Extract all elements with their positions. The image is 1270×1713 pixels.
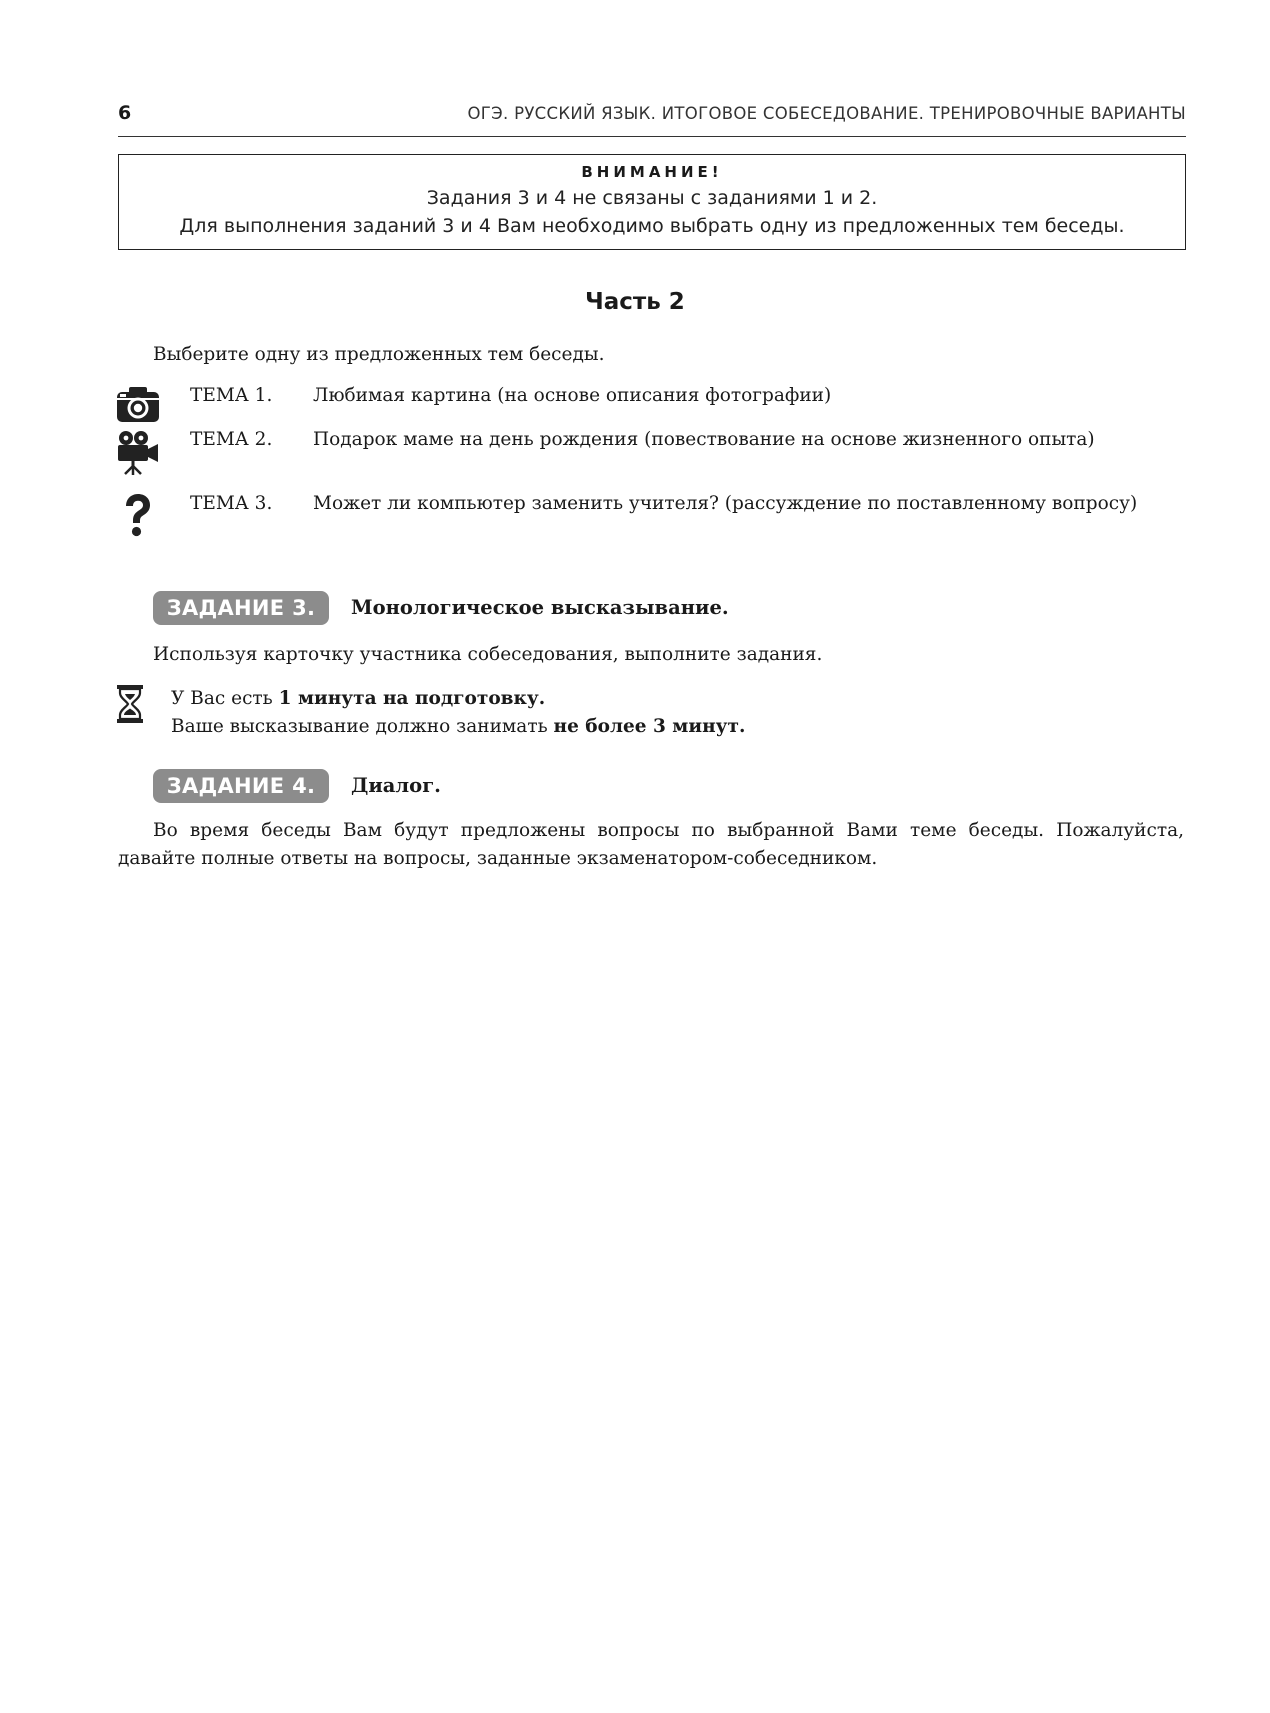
- topics-intro: Выберите одну из предложенных тем беседы.: [153, 344, 605, 365]
- timer-line-2-prefix: Ваше высказывание должно занимать: [171, 716, 554, 737]
- page-header: [118, 100, 1186, 137]
- topic-2-label: ТЕМА 2.: [190, 429, 273, 450]
- task-3-instruction: Используя карточку участника собеседования, выполните задания.: [153, 644, 823, 665]
- task-4-text: Во время беседы Вам будут предложены вопросы по выбранной Вами теме беседы. Пожалуйста, давайте полные ответы на вопросы, заданные экзаменатором-собеседником.: [118, 820, 1184, 869]
- notice-heading: ВНИМАНИЕ!: [581, 163, 723, 181]
- timer-line-1-prefix: У Вас есть: [171, 688, 279, 709]
- camera-icon: [116, 384, 160, 428]
- page-number: 6: [118, 102, 132, 124]
- topic-1-label: ТЕМА 1.: [190, 385, 273, 406]
- notice-line-2: Для выполнения заданий 3 и 4 Вам необходимо выбрать одну из предложенных тем беседы.: [179, 215, 1125, 237]
- timer-line-1-bold: 1 минута на подготовку.: [278, 688, 546, 709]
- task-3-title: Монологическое высказывание.: [351, 596, 729, 619]
- notice-line-1: Задания 3 и 4 не связаны с заданиями 1 и 2.: [426, 187, 878, 209]
- topic-3-text: Может ли компьютер заменить учителя? (рассуждение по поставленному вопросу): [313, 493, 1138, 514]
- task-4-badge: ЗАДАНИЕ 4.: [153, 769, 329, 803]
- part-title: Часть 2: [585, 289, 685, 315]
- notice-box: [118, 154, 1186, 250]
- timer-line-2: [171, 713, 745, 741]
- timer-line-1: [171, 685, 545, 713]
- timer-line-2-bold: не более 3 минут.: [553, 716, 746, 737]
- task-4-title: Диалог.: [351, 774, 441, 797]
- question-mark-icon: [116, 493, 160, 537]
- topic-3-label: ТЕМА 3.: [190, 493, 273, 514]
- topic-2-text: Подарок маме на день рождения (повествование на основе жизненного опыта): [313, 429, 1095, 450]
- hourglass-icon: [116, 684, 144, 724]
- running-title: ОГЭ. РУССКИЙ ЯЗЫК. ИТОГОВОЕ СОБЕСЕДОВАНИЕ. ТРЕНИРОВОЧНЫЕ ВАРИАНТЫ: [467, 104, 1186, 123]
- task-3-badge: ЗАДАНИЕ 3.: [153, 591, 329, 625]
- movie-camera-icon: [116, 430, 160, 474]
- topic-1-text: Любимая картина (на основе описания фотографии): [313, 385, 832, 406]
